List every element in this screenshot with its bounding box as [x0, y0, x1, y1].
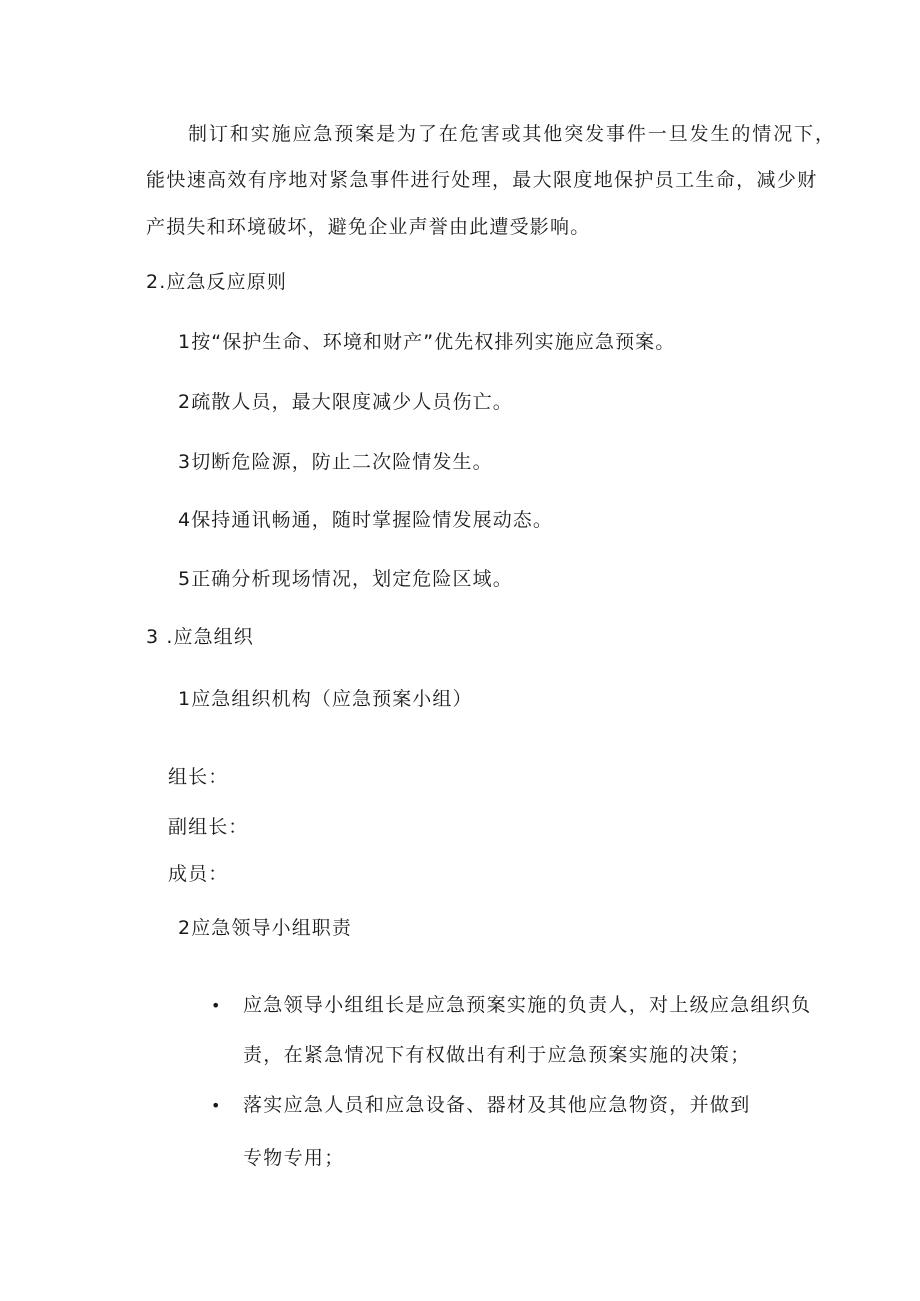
section-heading-response-principles: 2.应急反应原则 — [146, 271, 287, 293]
duty-item-1-line-1: 应急领导小组组长是应急预案实施的负责人，对上级应急组织负 — [243, 994, 812, 1016]
bullet-icon: • — [211, 996, 221, 1015]
intro-paragraph-line-1: 制订和实施应急预案是为了在危害或其他突发事件一旦发生的情况下， — [188, 123, 836, 145]
principle-item-3: 3切断危险源，防止二次险情发生。 — [178, 451, 493, 473]
role-label-leader: 组长： — [168, 766, 229, 788]
principle-item-1: 1按“保护生命、环境和财产”优先权排列实施应急预案。 — [178, 331, 676, 353]
role-label-members: 成员： — [168, 863, 229, 885]
role-label-deputy-leader: 副组长： — [168, 816, 249, 838]
principle-item-2: 2疏散人员，最大限度减少人员伤亡。 — [178, 391, 513, 413]
subheading-leadership-duties: 2应急领导小组职责 — [178, 917, 352, 939]
subheading-organization-structure: 1应急组织机构（应急预案小组） — [178, 688, 473, 710]
principle-item-4: 4保持通讯畅通，随时掌握险情发展动态。 — [178, 509, 553, 531]
bullet-icon: • — [211, 1096, 221, 1115]
duty-item-1-line-2: 责，在紧急情况下有权做出有利于应急预案实施的决策； — [243, 1044, 751, 1066]
section-heading-emergency-organization: 3 .应急组织 — [146, 626, 254, 648]
intro-paragraph-line-2: 能快速高效有序地对紧急事件进行处理，最大限度地保护员工生命，减少财 — [146, 169, 818, 191]
duty-item-2-line-2: 专物专用； — [243, 1147, 345, 1169]
intro-paragraph-line-3: 产损失和环境破坏，避免企业声誉由此遭受影响。 — [146, 216, 591, 238]
principle-item-5: 5正确分析现场情况，划定危险区域。 — [178, 568, 513, 590]
duty-item-2-line-1: 落实应急人员和应急设备、器材及其他应急物资，并做到 — [243, 1094, 751, 1116]
